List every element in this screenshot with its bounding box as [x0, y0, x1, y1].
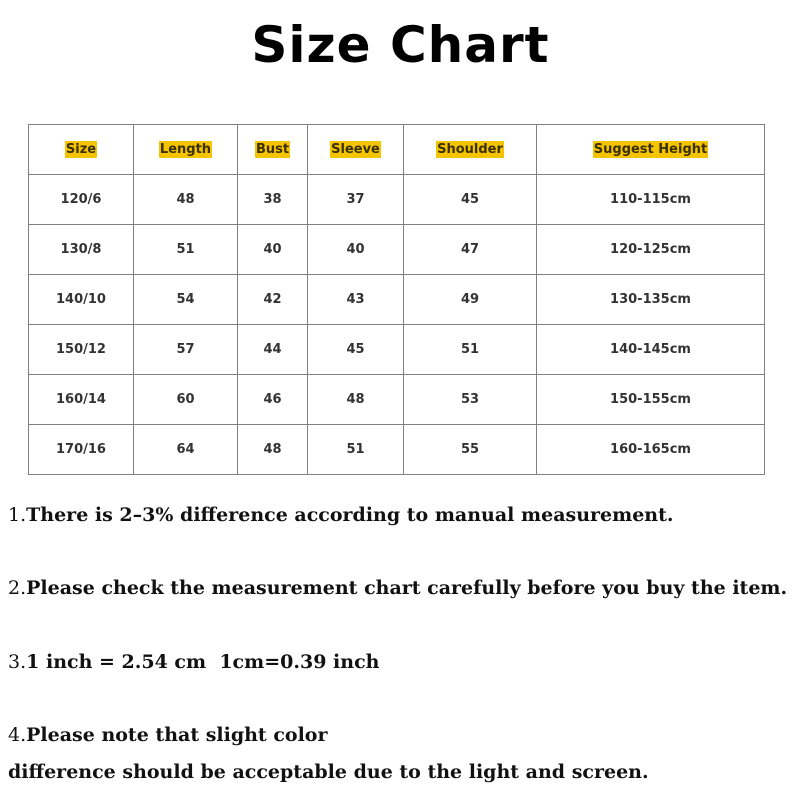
table-cell: 43 [308, 275, 404, 325]
table-cell: 44 [238, 325, 308, 375]
table-row [29, 425, 765, 475]
table-cell: 150/12 [29, 325, 134, 375]
note-number: 1. [8, 504, 27, 526]
table-cell: 38 [238, 175, 308, 225]
table-cell: 130/8 [29, 225, 134, 275]
note-1 [8, 503, 674, 527]
header-cell-bust: Bust [238, 125, 308, 175]
note-3 [8, 650, 379, 674]
table-cell: 160/14 [29, 375, 134, 425]
table-cell: 55 [404, 425, 537, 475]
table-cell: 53 [404, 375, 537, 425]
note-number: 4. [8, 724, 27, 746]
table-row [29, 375, 765, 425]
table-cell: 160-165cm [537, 425, 765, 475]
table-cell: 120-125cm [537, 225, 765, 275]
note-number: 2. [8, 577, 27, 599]
table-cell: 140-145cm [537, 325, 765, 375]
table-cell: 170/16 [29, 425, 134, 475]
table-cell: 57 [134, 325, 238, 375]
table-cell: 51 [134, 225, 238, 275]
table-cell: 40 [238, 225, 308, 275]
note-4 [8, 723, 327, 747]
table-cell: 130-135cm [537, 275, 765, 325]
table-cell: 40 [308, 225, 404, 275]
note-4-continuation: difference should be acceptable due to the light and screen. [8, 761, 649, 783]
table-cell: 46 [238, 375, 308, 425]
table-header-row [29, 125, 765, 175]
table-cell: 45 [308, 325, 404, 375]
header-cell-length: Length [134, 125, 238, 175]
table-cell: 48 [134, 175, 238, 225]
note-number: 3. [8, 651, 27, 673]
table-cell: 47 [404, 225, 537, 275]
table-cell: 110-115cm [537, 175, 765, 225]
note-text: Please note that slight color [26, 724, 328, 746]
header-cell-shoulder: Shoulder [404, 125, 537, 175]
table-cell: 60 [134, 375, 238, 425]
table-row [29, 175, 765, 225]
note-text: There is 2–3% difference according to manual measurement. [26, 504, 674, 526]
table-cell: 49 [404, 275, 537, 325]
table-cell: 120/6 [29, 175, 134, 225]
note-text: Please check the measurement chart carefully before you buy the item. [26, 577, 788, 599]
header-cell-size: Size [29, 125, 134, 175]
note-2 [8, 576, 787, 600]
table-cell: 51 [308, 425, 404, 475]
header-cell-suggest-height: Suggest Height [537, 125, 765, 175]
table-row [29, 225, 765, 275]
table-cell: 48 [238, 425, 308, 475]
header-cell-sleeve: Sleeve [308, 125, 404, 175]
table-cell: 37 [308, 175, 404, 225]
note-text: 1 inch = 2.54 cm 1cm=0.39 inch [26, 651, 380, 673]
table-cell: 42 [238, 275, 308, 325]
table-cell: 54 [134, 275, 238, 325]
table-row [29, 325, 765, 375]
table-cell: 140/10 [29, 275, 134, 325]
table-cell: 64 [134, 425, 238, 475]
size-table [28, 124, 765, 475]
table-cell: 48 [308, 375, 404, 425]
table-cell: 51 [404, 325, 537, 375]
table-row [29, 275, 765, 325]
table-cell: 150-155cm [537, 375, 765, 425]
table-cell: 45 [404, 175, 537, 225]
page-title: Size Chart [251, 16, 550, 74]
